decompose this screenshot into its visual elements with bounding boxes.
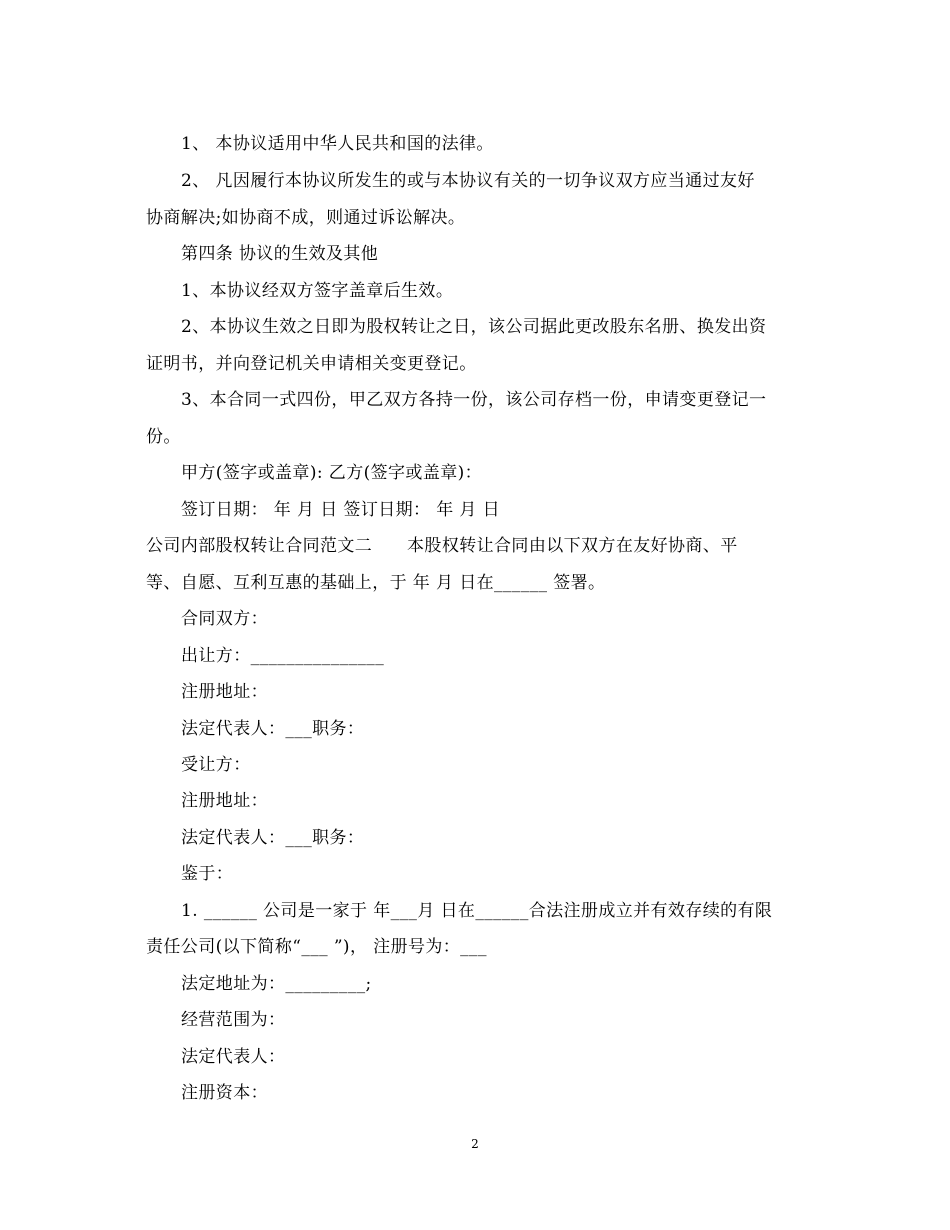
- paragraph-line: 责任公司(以下简称“___ ”)， 注册号为：___: [146, 937, 487, 957]
- form-field-line: 注册资本：: [181, 1083, 268, 1103]
- paragraph-line: 等、自愿、互利互惠的基础上，于 年 月 日在______ 签署。: [146, 573, 606, 593]
- signing-date-line: 签订日期： 年 月 日 签订日期： 年 月 日: [181, 500, 501, 520]
- form-field-line: 经营范围为：: [181, 1010, 286, 1030]
- paragraph-line: 证明书，并向登记机关申请相关变更登记。: [146, 354, 477, 374]
- form-field-line: 注册地址：: [181, 791, 268, 811]
- paragraph-line: 份。: [146, 427, 181, 447]
- form-field-line: 法定代表人：___职务：: [181, 719, 365, 739]
- form-field-line: 出让方：_______________: [181, 646, 385, 666]
- paragraph-line: 1、本协议经双方签字盖章后生效。: [181, 281, 454, 301]
- paragraph-line: 协商解决;如协商不成，则通过诉讼解决。: [146, 208, 466, 228]
- section-heading: 第四条 协议的生效及其他: [181, 244, 379, 264]
- form-field-line: 法定地址为：_________;: [181, 974, 372, 994]
- form-field-line: 受让方：: [181, 755, 251, 775]
- form-field-line: 法定代表人：___职务：: [181, 828, 365, 848]
- form-field-line: 法定代表人：: [181, 1047, 286, 1067]
- signature-line: 甲方(签字或盖章): 乙方(签字或盖章)：: [181, 463, 483, 483]
- paragraph-line: 3、本合同一式四份，甲乙双方各持一份，该公司存档一份，申请变更登记一: [181, 390, 767, 410]
- paragraph-line: 1、 本协议适用中华人民共和国的法律。: [181, 134, 494, 154]
- paragraph-line: 1. ______ 公司是一家于 年___月 日在______合法注册成立并有效存续的有限: [181, 901, 773, 921]
- paragraph-line: 2、 凡因履行本协议所发生的或与本协议有关的一切争议双方应当通过友好: [181, 171, 755, 191]
- paragraph-line: 鉴于：: [181, 864, 234, 884]
- contract-title-line: 公司内部股权转让合同范文二 本股权转让合同由以下双方在友好协商、平: [146, 536, 738, 556]
- page-number: 2: [471, 1137, 479, 1151]
- paragraph-line: 合同双方：: [181, 609, 268, 629]
- form-field-line: 注册地址：: [181, 682, 268, 702]
- paragraph-line: 2、本协议生效之日即为股权转让之日，该公司据此更改股东名册、换发出资: [181, 317, 767, 337]
